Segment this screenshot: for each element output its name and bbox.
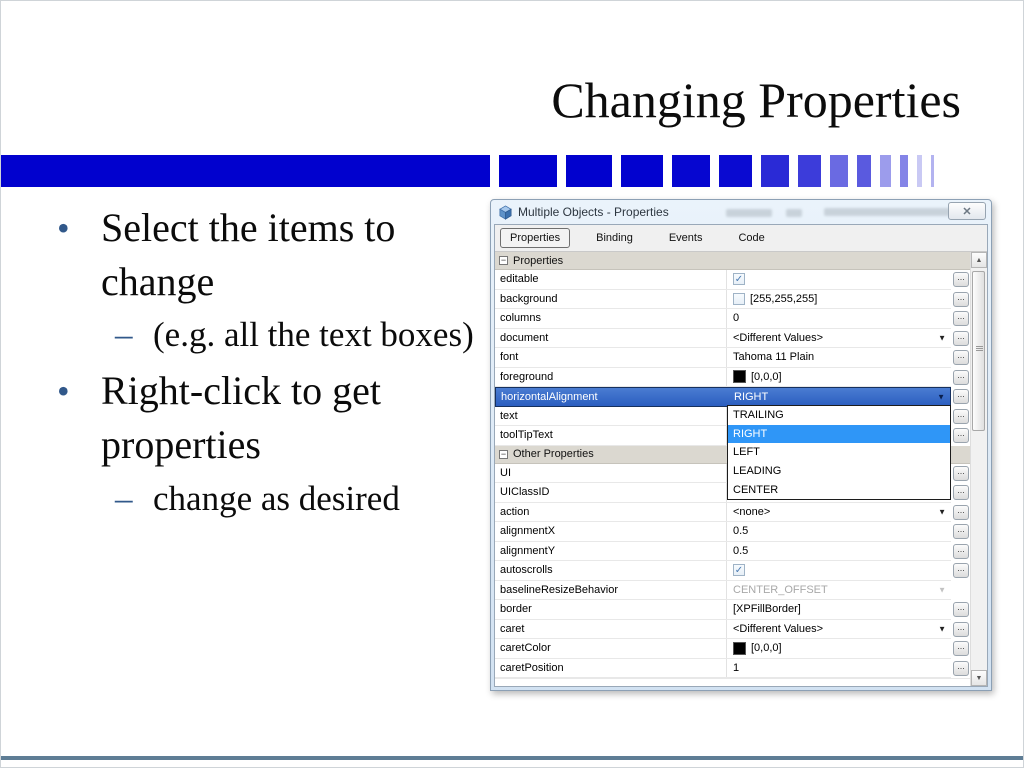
value-text: [XPFillBorder] [733, 603, 801, 616]
tab-properties[interactable]: Properties [500, 228, 570, 248]
row-cells [495, 387, 951, 407]
property-row[interactable] [495, 522, 971, 542]
tab-events[interactable]: Events [668, 232, 703, 244]
dialog-titlebar[interactable] [494, 200, 988, 224]
property-name: baselineResizeBehavior [495, 581, 727, 600]
bullet-text: Right-click to get properties [101, 368, 381, 467]
row-cells [495, 270, 951, 290]
more-button[interactable]: ... [953, 370, 969, 385]
property-name: foreground [495, 368, 727, 387]
property-row[interactable] [495, 329, 971, 349]
more-cell [951, 387, 971, 407]
grip-icon [976, 346, 983, 352]
dash-icon: – [115, 478, 133, 518]
row-cells [495, 620, 951, 640]
section-label: Properties [513, 254, 564, 267]
property-value [727, 522, 951, 541]
property-row[interactable] [495, 503, 971, 523]
row-cells [495, 639, 951, 659]
more-button[interactable]: ... [953, 331, 969, 346]
row-cells [495, 600, 951, 620]
property-value [727, 368, 951, 387]
ghost-text [786, 209, 802, 217]
property-value [728, 388, 950, 406]
dropdown-item[interactable]: RIGHT [728, 425, 950, 444]
sub-bullet-text: (e.g. all the text boxes) [153, 315, 474, 355]
scroll-thumb[interactable] [972, 271, 985, 431]
more-cell [951, 542, 971, 562]
property-name: action [495, 503, 727, 522]
decor-square [719, 155, 752, 187]
more-button[interactable]: ... [953, 350, 969, 365]
bullet-list [57, 201, 497, 528]
value-text: [255,255,255] [750, 292, 818, 305]
property-value [727, 561, 951, 580]
value-text: [0,0,0] [751, 642, 782, 655]
value-text: RIGHT [734, 390, 769, 403]
property-value [727, 270, 951, 289]
property-name: alignmentY [495, 542, 727, 561]
more-button[interactable]: ... [953, 389, 969, 404]
property-row-partial [495, 678, 971, 686]
row-cells [495, 290, 951, 310]
property-value [727, 329, 951, 348]
property-row[interactable] [495, 620, 971, 640]
more-cell [951, 659, 971, 679]
decor-bar-squares [499, 155, 934, 187]
ghost-text [726, 209, 772, 217]
more-button[interactable]: ... [953, 505, 969, 520]
slide-bottom-rule [1, 756, 1023, 760]
bullet-dot-icon: • [57, 371, 70, 412]
property-value [727, 659, 951, 678]
property-grid [495, 251, 987, 686]
dropdown-arrow-icon: ▼ [938, 585, 946, 595]
scroll-down-icon[interactable]: ▼ [971, 670, 987, 686]
scroll-up-icon[interactable]: ▲ [971, 252, 987, 268]
tab-strip [495, 225, 987, 251]
property-row[interactable] [495, 368, 971, 388]
more-cell [951, 620, 971, 640]
dropdown-arrow-icon: ▼ [938, 333, 946, 343]
more-cell [951, 522, 971, 542]
bullet-dot-icon: • [57, 208, 70, 248]
property-name: caretPosition [495, 659, 727, 678]
scrollbar[interactable] [970, 252, 987, 686]
more-cell [951, 426, 971, 446]
decor-square [931, 155, 934, 187]
dropdown-arrow-icon: ▼ [938, 624, 946, 634]
more-button[interactable]: ... [953, 409, 969, 424]
bullet-item [57, 201, 497, 308]
value-text: 0 [733, 312, 740, 325]
property-row[interactable] [495, 561, 971, 581]
decor-square [566, 155, 612, 187]
property-name: columns [495, 309, 727, 328]
section-label: Other Properties [513, 448, 594, 460]
more-button[interactable]: ... [953, 466, 969, 481]
close-button[interactable]: ✕ [948, 202, 986, 220]
dropdown-arrow-icon: ▼ [938, 507, 946, 517]
more-button[interactable]: ... [953, 311, 969, 326]
more-button[interactable]: ... [953, 292, 969, 307]
value-text: <Different Values> [733, 331, 824, 344]
decor-square [798, 155, 821, 187]
value-text: <none> [733, 505, 771, 518]
more-cell [951, 348, 971, 368]
more-cell [951, 270, 971, 290]
decor-square [857, 155, 871, 187]
decor-square [621, 155, 663, 187]
row-cells [495, 659, 951, 679]
value-text: 0.5 [733, 525, 749, 538]
checkbox-unchecked[interactable] [733, 293, 745, 305]
property-name: caret [495, 620, 727, 639]
decor-square [900, 155, 908, 187]
row-cells [495, 522, 951, 542]
more-cell [951, 407, 971, 427]
sub-bullet-text: change as desired [153, 478, 400, 518]
decor-square [880, 155, 891, 187]
property-value [727, 581, 951, 600]
property-value [727, 542, 951, 561]
decor-square [917, 155, 922, 187]
dropdown-item[interactable]: TRAILING [733, 409, 784, 422]
more-cell [951, 368, 971, 388]
dash-icon: – [115, 315, 133, 355]
decor-square [761, 155, 789, 187]
more-button[interactable]: ... [953, 544, 969, 559]
section-header[interactable] [495, 252, 971, 270]
property-name: horizontalAlignment [501, 390, 598, 403]
property-value [727, 290, 951, 309]
checkbox-checked[interactable]: ✓ [734, 564, 744, 576]
more-cell [951, 329, 971, 349]
more-button[interactable]: ... [953, 272, 969, 287]
property-value [727, 348, 951, 367]
property-name: alignmentX [495, 522, 727, 541]
row-cells [495, 329, 951, 349]
property-name: font [495, 348, 727, 367]
more-button[interactable]: ... [953, 622, 969, 637]
dropdown-item[interactable]: LEADING [733, 465, 782, 478]
more-button[interactable]: ... [953, 563, 969, 578]
property-row[interactable] [495, 290, 971, 310]
property-name: background [495, 290, 727, 309]
property-name: text [495, 407, 727, 426]
ghost-text [824, 208, 952, 216]
row-cells [495, 309, 951, 329]
more-button[interactable]: ... [953, 524, 969, 539]
more-cell [951, 561, 971, 581]
decor-bar-long [1, 155, 490, 187]
bullet-item [57, 364, 497, 471]
more-cell [951, 290, 971, 310]
sub-bullet-item [115, 312, 497, 358]
property-name: border [495, 600, 727, 619]
more-button[interactable]: ... [953, 641, 969, 656]
value-text: 0.5 [733, 544, 749, 557]
decor-square [830, 155, 848, 187]
value-text: <Different Values> [733, 622, 824, 635]
more-cell [951, 309, 971, 329]
collapse-icon[interactable]: − [500, 448, 507, 459]
property-row[interactable] [495, 659, 971, 679]
property-name: caretColor [495, 639, 727, 658]
property-row[interactable] [495, 581, 971, 601]
more-cell [951, 581, 971, 601]
decor-square [672, 155, 710, 187]
dialog-body [494, 224, 988, 687]
property-name: editable [495, 270, 727, 289]
property-value [727, 639, 951, 658]
property-row[interactable] [495, 542, 971, 562]
dropdown-arrow-icon: ▼ [937, 392, 945, 402]
collapse-icon[interactable]: − [500, 255, 507, 265]
more-button[interactable]: ... [953, 602, 969, 617]
bullet-text: Select the items to change [101, 205, 396, 304]
row-cells [495, 581, 951, 601]
property-value [727, 620, 951, 639]
properties-dialog [490, 199, 992, 691]
property-row[interactable] [495, 600, 971, 620]
property-value [727, 600, 951, 619]
decor-bar [1, 155, 1011, 187]
checkbox-checked[interactable]: ✓ [734, 273, 744, 285]
dropdown-item[interactable]: LEFT [733, 446, 760, 459]
property-row[interactable] [495, 387, 971, 407]
more-cell [951, 464, 971, 484]
property-row[interactable] [495, 309, 971, 329]
color-swatch [733, 642, 746, 655]
property-value [727, 309, 951, 328]
dropdown-item[interactable]: CENTER [733, 483, 779, 496]
color-swatch [733, 370, 746, 383]
more-cell [951, 483, 971, 503]
more-button[interactable]: ... [953, 428, 969, 443]
property-value [727, 503, 951, 522]
page-title: Changing Properties [551, 72, 961, 128]
value-text: [0,0,0] [751, 370, 782, 383]
dialog-title: Multiple Objects - Properties [518, 205, 669, 219]
more-cell [951, 503, 971, 523]
more-button[interactable]: ... [953, 485, 969, 500]
property-name: UIClassID [495, 483, 727, 502]
row-cells [495, 542, 951, 562]
property-row[interactable] [495, 348, 971, 368]
value-text: Tahoma 11 Plain [733, 351, 815, 364]
property-name: autoscrolls [495, 561, 727, 580]
property-name: UI [495, 464, 727, 483]
row-cells [495, 348, 951, 368]
property-row[interactable] [495, 639, 971, 659]
decor-square [499, 155, 557, 187]
property-name: document [495, 329, 727, 348]
row-cells [495, 561, 951, 581]
value-text: CENTER_OFFSET [733, 583, 828, 596]
cube-icon [498, 205, 513, 220]
row-cells [495, 503, 951, 523]
row-cells [495, 368, 951, 388]
sub-bullet-item [115, 476, 497, 522]
tab-binding[interactable]: Binding [596, 232, 633, 244]
tab-code[interactable]: Code [738, 232, 765, 244]
alignment-dropdown [727, 405, 951, 500]
more-button[interactable]: ... [953, 661, 969, 676]
more-cell [951, 639, 971, 659]
property-row[interactable] [495, 270, 971, 290]
more-cell [951, 600, 971, 620]
value-text: 1 [733, 661, 740, 674]
property-name: toolTipText [495, 426, 727, 445]
